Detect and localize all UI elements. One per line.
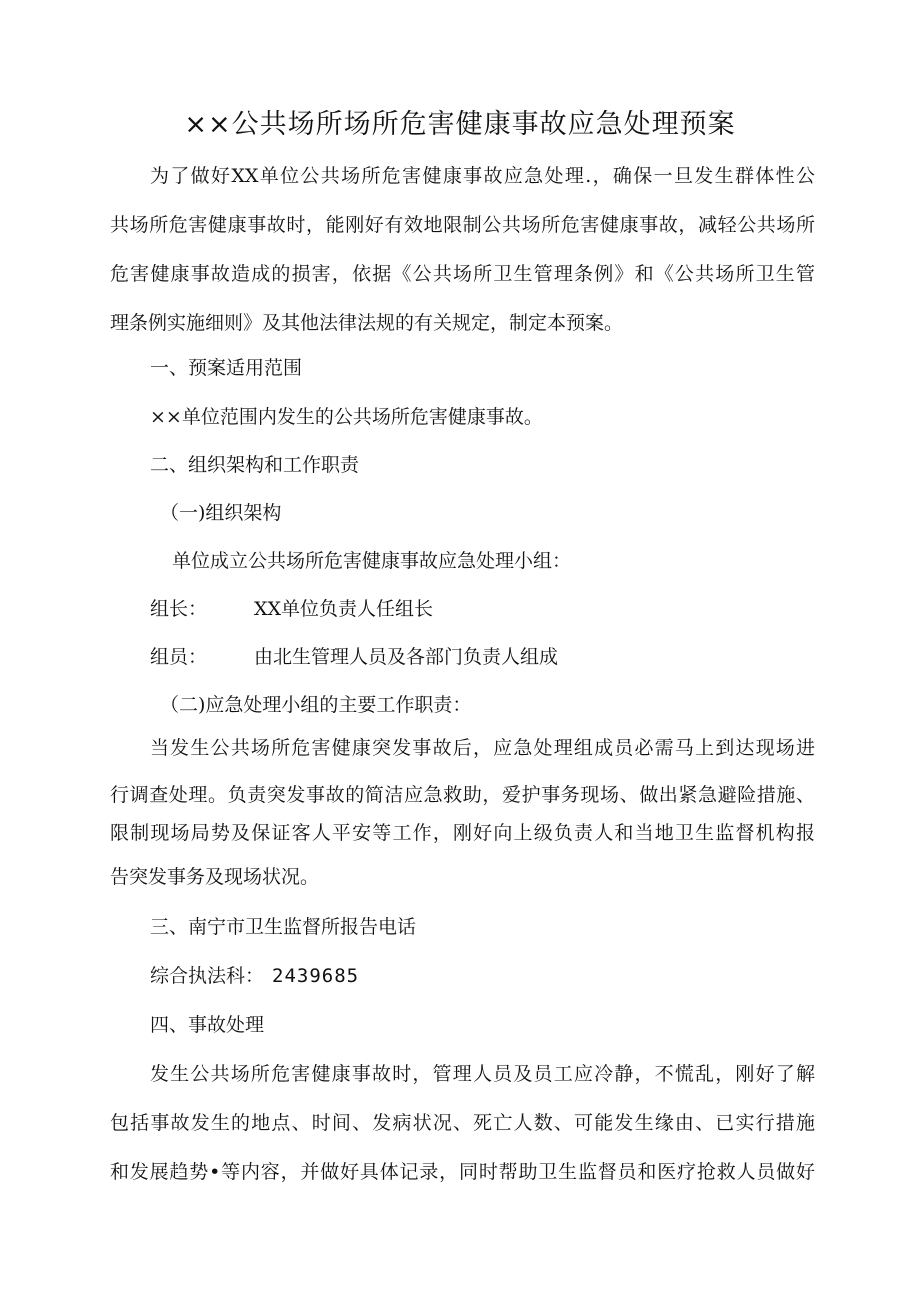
leader-label: 组长： [150, 598, 208, 620]
phone-number: 2439685 [272, 965, 360, 987]
intro-line-3: 危害健康事故造成的损害，依据《公共场所卫生管理条例》和《公共场所卫生管 [110, 263, 815, 285]
leader-value: XX单位负责人任组长 [254, 598, 434, 620]
section2-heading: 二、组织架构和工作职责 [150, 454, 360, 476]
duties-line-3: 限制现场局势及保证客人平安等工作，刚好向上级负责人和当地卫生监督机构报 [110, 822, 815, 844]
document-title: ××公共场所场所危害健康事故应急处理预案 [184, 109, 736, 140]
duties-line-4: 告突发事务及现场状况。 [110, 866, 320, 888]
intro-line-2: 共场所危害健康事故时，能刚好有效地限制公共场所危害健康事故，减轻公共场所 [110, 214, 815, 236]
intro-line-4: 理条例实施细则》及其他法律法规的有关规定，制定本预案。 [110, 312, 624, 334]
handling-line-3: 和发展趋势•等内容，并做好具体记录，同时帮助卫生监督员和医疗抢救人员做好 [110, 1161, 815, 1183]
intro-line-1: 为了做好XX单位公共场所危害健康事故应急处理.，确保一旦发生群体性公 [150, 165, 815, 187]
duties-line-1: 当发生公共场所危害健康突发事故后，应急处理组成员必需马上到达现场进 [150, 737, 815, 759]
section3-heading: 三、南宁市卫生监督所报告电话 [150, 916, 417, 938]
section4-heading: 四、事故处理 [150, 1014, 265, 1036]
member-value: 由北生管理人员及各部门负责人组成 [254, 646, 559, 668]
phone-label: 综合执法科： [150, 965, 265, 987]
duties-line-2: 行调查处理。负责突发事故的简洁应急救助，爱护事务现场、做出紧急避险措施、 [110, 784, 815, 806]
handling-line-2: 包括事故发生的地点、时间、发病状况、死亡人数、可能发生缘由、已实行措施 [110, 1112, 815, 1134]
section2-sub2-heading: （二)应急处理小组的主要工作职责： [160, 694, 472, 716]
section1-heading: 一、预案适用范围 [150, 357, 303, 379]
section1-body: ××单位范围内发生的公共场所危害健康事故。 [150, 406, 543, 428]
handling-line-1: 发生公共场所危害健康事故时，管理人员及员工应冷静，不慌乱，刚好了解 [150, 1063, 815, 1085]
member-label: 组员： [150, 646, 208, 668]
section2-sub1-heading: （一)组织架构 [160, 502, 282, 524]
section2-sub1-body: 单位成立公共场所危害健康事故应急处理小组： [172, 550, 572, 572]
